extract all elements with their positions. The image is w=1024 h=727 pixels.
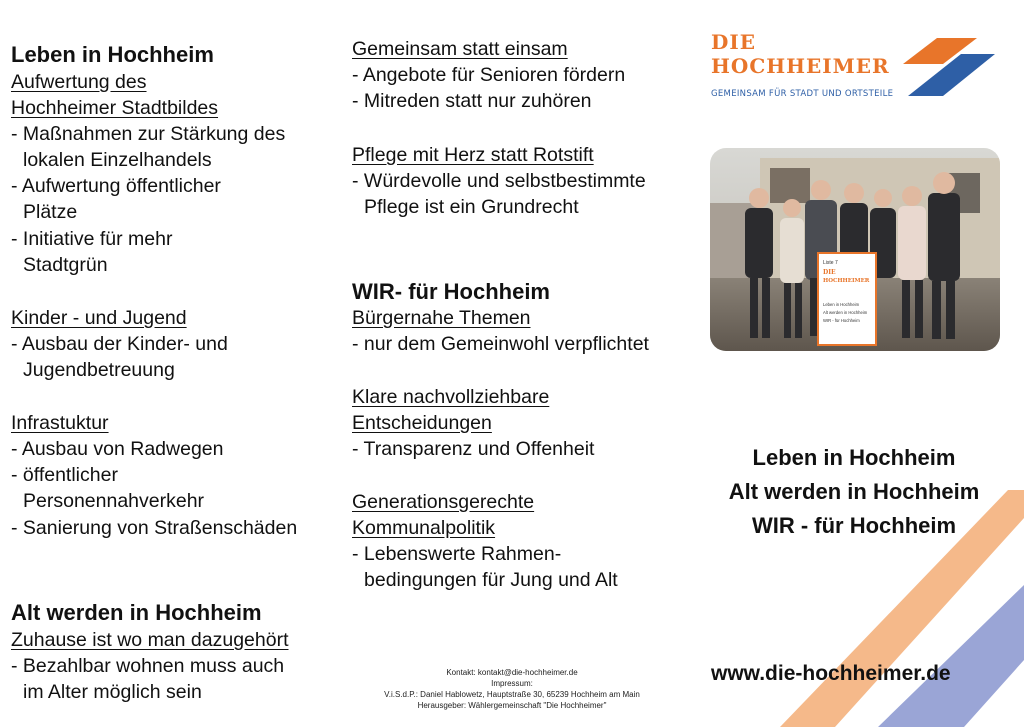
subheading-klare: Klare nachvollziehbare <box>352 386 550 408</box>
poster-wir: WIR - für Hochheim <box>823 318 860 323</box>
subheading-buergernah: Bürgernahe Themen <box>352 307 531 329</box>
impressum <box>352 667 672 711</box>
logo-wordmark <box>711 30 890 78</box>
team-photo <box>710 148 1000 351</box>
section-title-alt: Alt werden in Hochheim <box>11 600 262 625</box>
list-item: bedingungen für Jung und Alt <box>364 569 618 591</box>
slogan-2: Alt werden in Hochheim <box>728 479 980 504</box>
list-item: - Bezahlbar wohnen muss auch <box>11 655 285 677</box>
subheading-aufwertung: Aufwertung des <box>11 71 147 93</box>
subheading-kommunalpolitik: Kommunalpolitik <box>352 517 496 539</box>
list-item: - Angebote für Senioren fördern <box>352 64 626 86</box>
poster-alt: Alt werden in Hochheim <box>823 310 868 315</box>
list-item: Personennahverkehr <box>23 490 205 512</box>
team-photo-illustration <box>710 148 1000 351</box>
poster-die: DIE <box>823 269 836 276</box>
poster-liste: Liste 7 <box>823 260 838 266</box>
section-title-leben: Leben in Hochheim <box>11 42 214 67</box>
herausgeber-text: Herausgeber: Wählergemeinschaft "Die Hochheimer" <box>417 701 607 710</box>
logo-subline: GEMEINSAM FÜR STADT UND ORTSTEILE <box>711 89 894 99</box>
list-item: - Mitreden statt nur zuhören <box>352 90 592 112</box>
subheading-stadtbild: Hochheimer Stadtbildes <box>11 97 219 119</box>
subheading-gemeinsam: Gemeinsam statt einsam <box>352 38 568 60</box>
logo-line-die: DIE <box>711 30 756 54</box>
list-item: Jugendbetreuung <box>23 359 175 381</box>
subheading-entscheidungen: Entscheidungen <box>352 412 492 434</box>
section-title-wir: WIR- für Hochheim <box>352 279 550 304</box>
list-item: - Initiative für mehr <box>11 228 173 250</box>
list-item: lokalen Einzelhandels <box>23 149 212 171</box>
kontakt-text: Kontakt: kontakt@die-hochheimer.de <box>446 668 578 677</box>
poster-leben: Leben in Hochheim <box>823 302 860 307</box>
slogan-1: Leben in Hochheim <box>752 445 956 470</box>
list-item: - Sanierung von Straßenschäden <box>11 517 298 539</box>
list-item: - Ausbau der Kinder- und <box>11 333 228 355</box>
visdp-text: V.i.S.d.P.: Daniel Hablowetz, Hauptstraße 30, 65239 Hochheim am Main <box>384 690 640 699</box>
poster-hochheimer: HOCHHEIMER <box>823 278 870 284</box>
list-item: - nur dem Gemeinwohl verpflichtet <box>352 333 649 355</box>
website-link[interactable]: www.die-hochheimer.de <box>711 662 951 685</box>
list-item: - Würdevolle und selbstbestimmte <box>352 170 646 192</box>
list-item: Pflege ist ein Grundrecht <box>364 196 579 218</box>
list-item: - Lebenswerte Rahmen- <box>352 543 562 565</box>
logo-icon <box>903 38 995 98</box>
list-item: - öffentlicher <box>11 464 118 486</box>
list-item: - Transparenz und Offenheit <box>352 438 595 460</box>
list-item: Stadtgrün <box>23 254 108 276</box>
list-item: - Ausbau von Radwegen <box>11 438 224 460</box>
list-item: Plätze <box>23 201 78 223</box>
subheading-kinder: Kinder - und Jugend <box>11 307 187 329</box>
subheading-zuhause: Zuhause ist wo man dazugehört <box>11 629 289 651</box>
subheading-pflege: Pflege mit Herz statt Rotstift <box>352 144 594 166</box>
subheading-generationsgerecht: Generationsgerechte <box>352 491 535 513</box>
impressum-title: Impressum: <box>491 679 533 688</box>
subheading-infra: Infrastuktur <box>11 412 109 434</box>
slogan-3: WIR - für Hochheim <box>751 513 957 538</box>
list-item: - Aufwertung öffentlicher <box>11 175 221 197</box>
list-item: - Maßnahmen zur Stärkung des <box>11 123 286 145</box>
list-item: im Alter möglich sein <box>23 681 202 703</box>
logo-line-hochheimer: HOCHHEIMER <box>711 54 890 78</box>
